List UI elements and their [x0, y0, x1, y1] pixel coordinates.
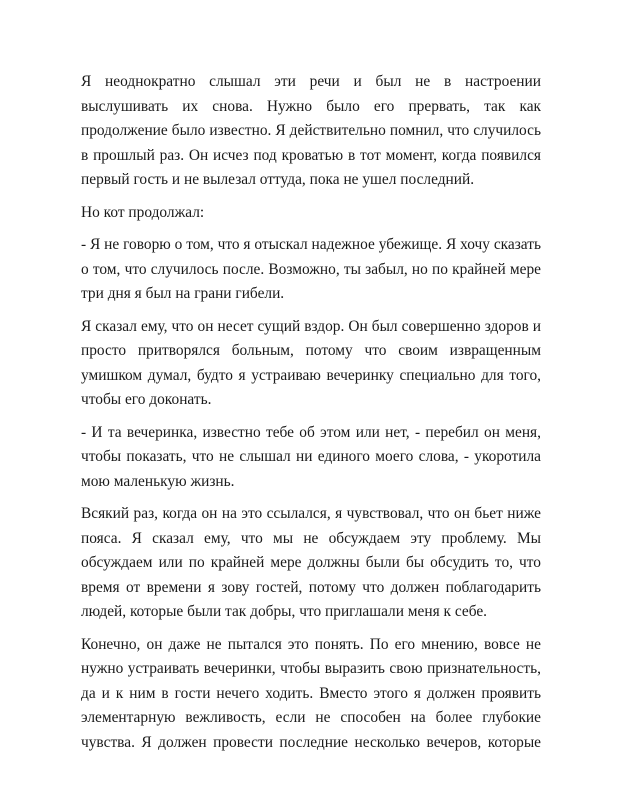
- document-page: [81, 70, 541, 763]
- paragraph-1: Я неоднократно слышал эти речи и был не в настроении выслушивать их снова. Нужно было его прервать, так как продолжение было известно. Я действительно помнил, что случилось в прошлый раз. Он исчез под кроватью в тот момент, когда появился первый гость и не вылезал оттуда, пока не ушел последний.: [81, 73, 541, 188]
- paragraph-3: - Я не говорю о том, что я отыскал надежное убежище. Я хочу сказать о том, что случилось после. Возможно, ты забыл, но по крайней мере три дня я был на грани гибели.: [81, 236, 541, 302]
- paragraph-2: Но кот продолжал:: [81, 203, 205, 221]
- paragraph-6: Всякий раз, когда он на это ссылался, я чувствовал, что он бьет ниже пояса. Я сказал ему, что мы не обсуждаем эту проблему. Мы обсуждаем или по крайней мере должны были бы обсудить то, что время от времени я зову гостей, потому что должен поблагодарить людей, которые были так добры, что приглашали меня к себе.: [81, 505, 541, 620]
- paragraph-7: Конечно, он даже не пытался это понять. По его мнению, вовсе не нужно устраивать вечеринки, чтобы выразить свою признательность, да и к ним в гости нечего ходить. Вместо этого я должен проявить элементарную вежливость, если не способен на более глубокие чувства. Я должен провести последние несколько вечеров, которые: [81, 635, 541, 751]
- paragraph-4: Я сказал ему, что он несет сущий вздор. Он был совершенно здоров и просто притворялся больным, потому что своим извращенным умишком думал, будто я устраиваю вечеринку специально для того, чтобы его доконать.: [81, 317, 541, 408]
- paragraph-5: - И та вечеринка, известно тебе об этом или нет, - перебил он меня, чтобы показать, что не слышал ни единого моего слова, - укоротила мою маленькую жизнь.: [81, 423, 541, 490]
